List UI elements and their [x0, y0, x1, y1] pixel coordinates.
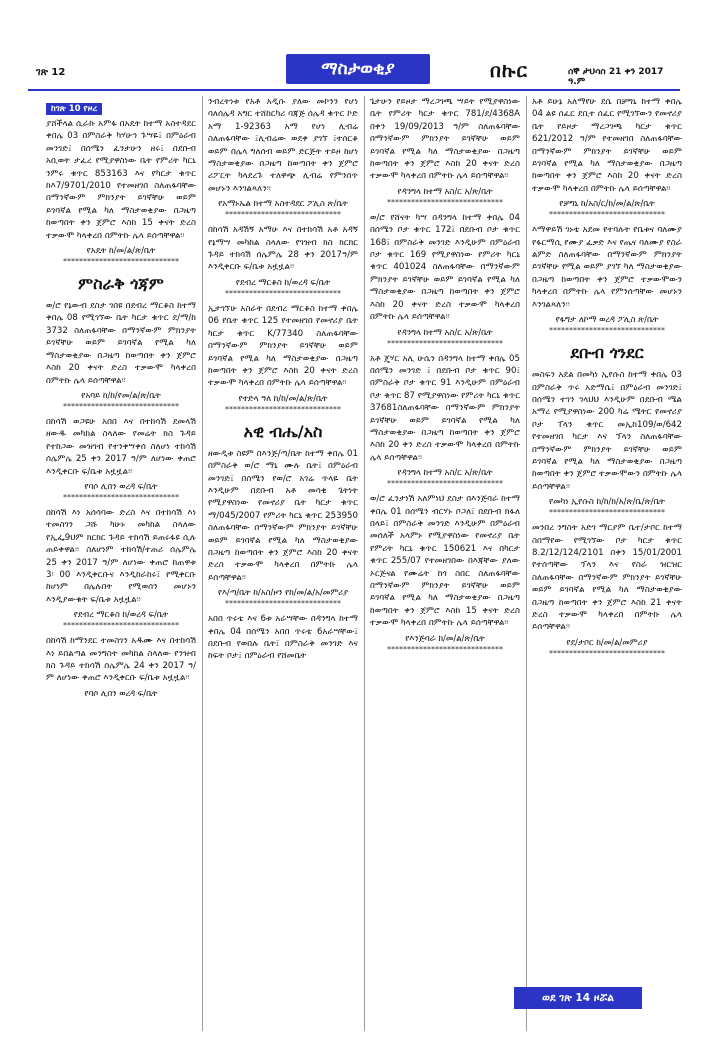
notice-paragraph: መስፍን አደል በመካነ ኢየሱስ ከተማ ቀበሌ 03 በምስራቅ ጥሩ አድማሴ፤ በምዕራብ መንገድ፤ በሰሜን ተገን ገላህህ እንዲሁም በደቡብ ሜል አማረ የሚያዋስነው 200 ካሬ ሜትር የመኖሪያ ቦታ ፐላን ቁጥር መኢከ109/ወ/642 የተመዘገበ ካርታ እና ፕላን ስለጠፋባቸው በማንኛውም ምክንያት ይገኛቸሁ ወይም ይገባኛል የሚል ካለ ማስታወቂያው በጋዜጣ ከወጣበት ቀን ጀምሮ ተቃውሞውን በምትኩ ሌላ ይሰጣቸዋል፡፡: [532, 370, 682, 492]
notice-signature: የደብረ ማርቆስ ከ/ወረዳ ፍ/ቤት: [73, 609, 169, 620]
notice-signature: የእ/ጣ/ቤት ከ/አስ/ዞን የከ/መ/ል/አ/መምሪያ: [217, 587, 349, 598]
notice-paragraph: እማዋይሽ ገኑቴ አደመ የተባሉት የቤቱና ባለሙያ የፋርማሲ የሙያ ፈቃድ እና የጤና ባለሙያ የስራ ልምድ ስለጠፋባቸው በማንኛውም ምክንያት ይገኛቸሁ የሚል ወይም ያገኘ ካለ ማስታወቂያው በጋዜጣ ከወጣበት ቀን ጀምሮ ተቃውሞውን ካላቀረበ በምትኩ ሌላ የምንሰጣቸው መሆኑን እንገልጻለን፡፡: [532, 225, 682, 310]
notice-paragraph: አበበ ጥሩቴ እና 6ቱ አራሣቸው በዳንግላ ከተማ ቀበሌ 04 በሰሜን አበበ ጥሩቴ 6አራሣቸው፤ በደቡብ የወበሉ ቤት፤ በምስራቅ መንገድ እና ከፍት ቦታ፤ በምዕራብ የሸመቤት: [208, 614, 358, 662]
column-separator: [526, 96, 527, 1031]
notice-paragraph: ያሸችላል ሲራኩ አምፋ በአዴት ከተማ አስተዳደር ቀበሌ 03 በምስራቅ ካሃሁኅ ጉሣዬ፤ በምዕራብ መንገድ፤ በሰሜን ፈንታሁን ዘሩ፤ በደቡብ አቢወት ታፈረ የሚያዋስነው ቤት የምሪት ካርኒ ንምሩ ቁጥር 853163 እና የካርታ ቁጥር ከእ7/9701/2010 የተመዘገበ ስለጠፋባቸው በማንኛውም ምክንያት ይገኛቸሁ ወይም ይገባኛል የሚል ካለ ማስታወቂያው በጋዜጣ ከወጣበት ቀን ጀምሮ እስከ 15 ቀናት ድረስ ተቃውሞ ካላቀረበ በምትኩ ሌላ ይሰጣቸዋል፡፡: [46, 119, 196, 241]
notice-signature: የባሶ ሊበን ወረዳ ፍ/ቤት: [84, 480, 158, 491]
notice-signature: የመካነ ኢየሱስ ከ/ከ/ክ/አ/ጽ/ቤ/ጽ/ቤት: [549, 496, 665, 507]
notice-paragraph: ኢታገኘሁ አስራት በደብረ ማርቆስ ከተማ ቀበሌ 06 የቤት ቁጥር 125 የተመዘገበ የመኖሪያ ቤት ካርታ ቁጥር K/77340 ስለጠፋባቸው በማንኛውም ምክንያት ይገኛቸሁ ወይም ይገባኛል የሚል ካለ ማስታወቂያው በጋዜጣ ከወጣበት ቀን ጀምሮ እስከ 20 ቀናት ድረስ ተቃውሞ ካላቀረበ በምትኩ ሌላ ይሰጣቸዋል፡፡: [208, 303, 358, 389]
notice-signature: የዳንግላ ከተማ አስ/ር አ/ጽ/ቤት: [397, 185, 493, 196]
star-divider: *****************************: [387, 479, 503, 489]
notice-signature: የደብረ ማርቆስ ከ/ወረዳ ፍ/ቤት: [235, 276, 331, 287]
star-divider: *****************************: [549, 326, 665, 336]
star-divider: *****************************: [549, 508, 665, 518]
page-number: ገጽ 12: [36, 67, 66, 78]
header-rule: [28, 89, 680, 91]
region-heading: አዊ ብሔ/አስ: [243, 421, 323, 441]
star-divider: *****************************: [225, 288, 341, 298]
notice-signature: የቻግኒ ከ/አስ/ር/ከ/መ/ል/ጽ/ቤት: [559, 198, 655, 209]
column-1: [46, 96, 196, 1031]
column-separator: [364, 96, 365, 1031]
star-divider: *****************************: [387, 644, 503, 654]
notice-signature: የደ/ታቦር ከ/መ/ል/መምሪያ: [566, 636, 648, 647]
notice-signature: የአማኑኤል ከተማ አስተዳደር ፖሊስ ጽ/ቤት: [218, 198, 348, 209]
column-4: [532, 96, 682, 981]
region-heading: ደቡብ ጎንደር: [570, 343, 644, 363]
notice-paragraph: መንበረ ንግስት አድገ ማርያም ቤተ/ታቦር ከተማ ስበማየው የሚገኘው ቦታ ካርታ ቁጥር 8.2/12/124/2101 በቀን 15/01/2001 የተሰጣቸው ፕላን እና የስራ ዝርዝር ስለጠፋባቸው በማንኛውም ምክንያት ይገኛቸሁ ወይም ይገባኛል የሚል ካለ ማስታወቂያው በጋዜጣ ከወጣበት ቀን ጀምሮ እስከ 21 ቀናት ድረስ ተቃውሞ ካላቀረበ በምትኩ ሌላ ይሰጣቸዋል፡፡: [532, 523, 682, 633]
star-divider: *****************************: [549, 210, 665, 220]
star-divider: *****************************: [387, 338, 503, 348]
star-divider: *****************************: [549, 648, 665, 658]
column-2: [208, 96, 358, 1031]
notice-paragraph: በከሳሽ አዳሽኝ አማሁ እና በተከሳሽ አቶ አዳኝ የኔማሣ መካከል ስላለው የገዝብ ክስ ክርክር ጉዳይ ተከሳሽ ሰሌምሌ 28 ቀን 2017ዓ/ም እንዲቀርቡ ፍ/ቤቱ አዟዟል፡፡: [208, 225, 358, 273]
notice-signature: የተድላ ዓለ ከ/ከ/መ/ል/ጽ/ቤት: [238, 392, 328, 403]
notice-signature: የዳንግላ ከተማ አስ/ር አ/ጽ/ቤት: [397, 326, 493, 337]
star-divider: *****************************: [63, 621, 179, 631]
star-divider: *****************************: [225, 404, 341, 414]
notice-signature: የአዴት ከ/መ/ል/ጽ/ቤት: [86, 245, 156, 256]
notice-paragraph: አቶ ጄሃር አሊ ሁሴን በዳንግላ ከተማ ቀበሌ 05 በሰሜን መንገድ ፤ በደቡብ ቦታ ቁጥር 90፤ በምስራቅ ቦታ ቁጥር 91 እንዲሁም በምዕራብ ቦታ ቁጥር 87 የሚያዋስነው የምሪት ካርኒ ቁጥር 37681ስለጠፋባቸው በማንኛውም ምክንያት ይገኛቸሁ ወይም ይገባኛል የሚል ካለ ማስታወቂያው በጋዜጣ ከወጣበት ቀን ጀምሮ እስከ 20 ቀን ድረስ ተቃውሞ ካላቀረበ በምትኩ ሌላ ይሰጣቸዋል፡፡: [370, 353, 520, 463]
notice-paragraph: ጌታሁን የይዞታ ማረጋገጫ ሣይት የሚያዋስነው ቤት የምሪት ካርታ ቁጥር 781/ደ/4368A በቀን 19/09/2013 ዓ/ም ስለጠፋባቸው በማንኛውም ምክንያት ይገኛቸሁ ወይም ይገባኛል የሚል ካለ ማስታወቂያው በጋዜጣ ከወጣበት ቀን ጀምሮ እስከ 20 ቀናት ድረስ ተቃውሞ ካላቀረበ በምትኩ ሌላ ይሰጣቸዋል፡፡: [370, 97, 520, 182]
continued-on-page-tag: ወደ ገጽ 14 ዞሯል: [514, 987, 642, 1009]
notice-paragraph: በከሳሽ ከማንደር ተመስገን አዱሙ እና በተከሳሽ እነ ይበልጣል መንግስት መካከል ስላለው የንዝብ ክስ ጉዳይ ተከሳሽ ሰሌምሌ 24 ቀን 2017 ዓ/ም ለሆነው ቀጠሮ እንዲቀርቡ ፍ/ቤቱ አዟዟል፡፡: [46, 636, 196, 684]
notice-signature: የአባይ ከ/ከ/የመ/ል/ጽ/ቤት: [81, 389, 161, 400]
notice-signature: የባሶ ሊበን ወረዳ ፍ/ቤት: [84, 687, 158, 698]
notice-paragraph: በከሳሽ እነ አሰሳባው ድረስ እና በተከሳሽ እነ ተመስገን ጋሹ ካሁኑ መካከል ስላለው የኢፌ9ህም ክርክር ጉዳይ ተከሳሽ ይጠሩፋዩ ሲሉ ጠይቀዋል፡፡ ስለሆነም ተከሳሽ/ተጠሪ ሰሌምሌ 25 ቀን 2017 ዓ/ም ለሆነው ቀጠሮ ከጠዋቱ 3፡ 00 እንዲቀርቡና እንዲከራከሩ፤ የሚቀርቡ ከሆነም በሌሉበት የሚወሰን መሆኑን እንዲያውቁት ፍ/ቤቱ አዟዟል፡፡: [46, 507, 196, 605]
notice-paragraph: አቶ ይሁኔ አለማየሁ ደሴ በቻግኒ ከተማ ቀበሌ 04 ልዩ ሰፈር ደቢተ ሰፈር የሚገኘውን የመኖሪያ ቤት የይዞታ ማረጋገጫ ካርታ ቁጥር 621/2012 ዓ/ም የተመዘገበ ስለጠፋባቸው በማንኛውም ምክንያት ይገኛቸሁ ወይም ይገባኛል የሚል ካለ ማስታወቂያው በጋዜጣ ከወጣበት ቀን ጀምሮ እስከ 20 ቀናት ድረስ ተቃውሞ ካላቀረበ በምትኩ ሌላ ይሰጣቸዋል፡፡: [532, 97, 682, 194]
column-separator: [202, 96, 203, 1031]
notice-paragraph: ወ/ሮ የሸናት ካሣ በዳንግላ ከተማ ቀበሌ 04 በሰሜን ቦታ ቁጥር 172፤ በደቡብ ቦታ ቁጥር 168፤ በምስራቅ መንገድ እንዲሁም በምዕራብ ቦታ ቁጥር 169 የሚያዋስነው የምሪት ካርኒ ቁጥር 401024 ስለጠፋባቸው በማንኛውም ምክንያት ይገኛቸሁ ወይም ይገባኛል የሚል ካለ ማስታወቂያው በጋዜጣ ከወጣበት ቀን ጀምሮ እስከ 20 ቀናት ድረስ ተቃውሞ ካላቀረበ በምትኩ ሌላ ይሰጣቸዋል፡፡: [370, 212, 520, 323]
star-divider: *****************************: [63, 401, 179, 411]
newspaper-brand: በኩር: [490, 60, 528, 82]
continued-from-label: ከገጽ 10 የዞረ: [46, 103, 102, 115]
column-3: [370, 96, 520, 1031]
notice-paragraph: ወ/ሮ የኔውብ ደስታ ገበዩ በደብረ ማርቆስ ከተማ ቀበሌ 08 የሚገኘው ቤት ካርታ ቁጥር ደ/ማ/ከ 3732 ስለጠፋባቸው በማንኛውም ምክንያት ይገኛቸሁ ወይም ይገባኛል የሚል ካለ ማስታወቂያው በጋዜጣ ከወጣበት ቀን ጀምሮ እስከ 20 ቀናት ድረስ ተቃውሞ ካላቀረበ በምትኩ ሌላ ይሰጣቸዋል፡፡: [46, 301, 196, 386]
star-divider: *****************************: [63, 492, 179, 502]
notice-signature: የፋግታ ለኮማ ወረዳ ፖሊስ ጽ/ቤት: [555, 314, 659, 325]
star-divider: *****************************: [63, 257, 179, 267]
notice-paragraph: ወ/ሮ ፈንታነሽ አለምነህ ደስታ በእንጅባራ ከተማ ቀበሌ 01 በሰሜን ብርሃኑ ቦጋለ፤ በደቡብ ክፋለ በላይ፤ በምስራቅ መንገድ እንዲሁም በምዕራብ መሰለች አላምኑ የሚያዋስነው የመኖሪያ ቤት የምሪት ካርኒ ቁጥር 150621 እና በካርታ ቁጥር 255/07 የተመዘገበው በእጃቸው ያለው ኦርጅናል የሙሬት ከጎ ስበር ስለጠፋባቸው በማንኛውም ምክንያት ይገኛቸሁ ወይም ይገባኛል የሚል ካለ ማስታወቂያው በጋዜጣ ከወጣበት ቀን ጀምሮ እስከ 15 ቀናት ድረስ ተቃውሞ ካላቀረበ በምትኩ ሌላ ይሰጣቸዋል፡፡: [370, 494, 520, 629]
section-masthead: ማስታወቂያ: [286, 54, 430, 84]
notice-signature: የዳንግላ ከተማ አስ/ር አ/ጽ/ቤት: [397, 467, 493, 478]
region-heading: ምስራቅ ጎጃም: [78, 274, 164, 294]
star-divider: *****************************: [225, 210, 341, 220]
page-header: [28, 54, 680, 94]
notice-paragraph: ዘውዲቱ ስዩም በእንጅ/ጣ/ቤት ከተማ ቀበሌ 01 በምስራቅ ወ/ሮ ማኒ ሙሉ ቤት፤ በምዕራብ መንገድ፤ በሰሜን የወ/ሮ አገሬ ጥላዬ ቤት እንዲሁም በደቡብ አቶ መሳቂ ጌትነት የሚያዋስነው የመኖሪያ ቤት ካርታ ቁጥር ማ/045/2007 የምሪት ካርኒ ቁጥር 253950 ስለጠፋባቸው በማንኛውም ምክንያት ይገኛቸሁ ወይም ይገባኛል የሚል ካለ ማስታወቂያው በጋዜጣ ከወጣበት ቀን ጀምሮ እስከ 20 ቀናት ድረስ ተቃውሞ ካላቀረበ በምትኩ ሌላ ይሰጣቸዋል፡፡: [208, 448, 358, 583]
star-divider: *****************************: [387, 197, 503, 207]
star-divider: *****************************: [225, 599, 341, 609]
notice-paragraph: ንብረትነቱ የአቶ አዲሱ ያለው መኮንን የሆነ ባለሰሌዳ አግር ተሸከርካሪ ባጃጅ ሰሌዳ ቁጥር ኮድ አማ 1-92363 አማ የሆነ ሊብሬ ስለጠፋባቸው ፤ሊብሬው ወደቀ ያገኘ ፤ተሰርቆ ወይም በሌላ ግለሰብ ወይም ድርጅት ተይዞ ከሆነ ማስታወቂያው በጋዜጣ ከወጣበት ቀን ጀምሮ ሪፖርት ካላደረጉ ተለዋጭ ሊብሬ የምንሰጥ መሆኑን እንገልጻለን፡፡: [208, 97, 358, 194]
notice-signature: የእንጅባራ ከ/መ/ል/ጽ/ቤት: [405, 632, 485, 643]
notice-paragraph: በከሳሽ ወጋዩሁ አበበ እና በተከሳሽ ደመላሽ ዘውዱ መካከል ስላለው የመሬት ክስ ጉዳይ የተከጋው መዝገብ የተንቀሣቀሰ ስለሆነ ተከሳሽ ሰሌምሌ 25 ቀን 2017 ዓ/ም ለሆነው ቀጠሮ እንዲቀርቡ ፍ/ቤቱ አዟዟል፡፡: [46, 416, 196, 477]
issue-date: ሰኞ ታህሳስ 21 ቀን 2017 ዓ.ም: [568, 67, 664, 87]
